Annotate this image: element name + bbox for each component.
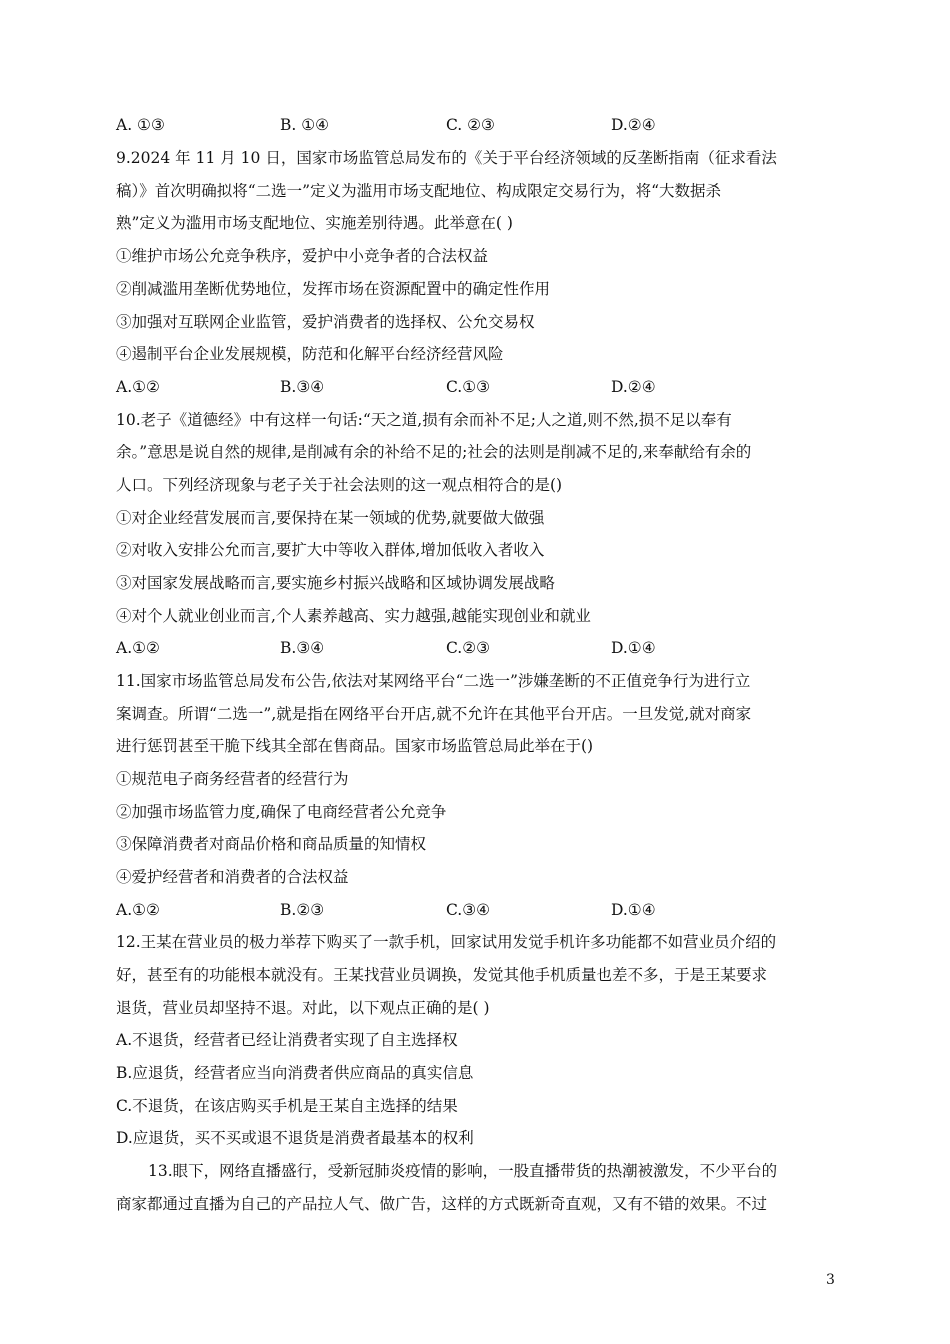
q9-option-a: A.①② [116,378,160,396]
q8-option-b: B. ①④ [280,116,330,134]
page-number: 3 [826,1272,835,1288]
q13-stem-line: 13.眼下，网络直播盛行，受新冠肺炎疫情的影响，一股直播带货的热潮被激发，不少平台的 [148,1162,778,1180]
q10-item: ①对企业经营发展而言,要保持在某一领域的优势,就要做大做强 [116,509,545,527]
q10-stem-line: 10.老子《道德经》中有这样一句话:“天之道,损有余而补不足;人之道,则不然,损不足以奉有 [116,411,732,429]
q11-stem-line: 案调查。所谓“二选一”,就是指在网络平台开店,就不允许在其他平台开店。一旦发觉,就对商家 [116,705,752,723]
q12-choice-c: C.不退货，在该店购买手机是王某自主选择的结果 [116,1097,458,1115]
q9-item: ②削减滥用垄断优势地位，发挥市场在资源配置中的确定性作用 [116,280,551,298]
q11-option-a: A.①② [116,901,160,919]
q8-options [116,114,836,136]
q9-option-b: B.③④ [280,378,325,396]
q11-item: ④爱护经营者和消费者的合法权益 [116,868,349,886]
q10-option-b: B.③④ [280,639,325,657]
q11-item: ②加强市场监管力度,确保了电商经营者公允竞争 [116,803,447,821]
q10-item: ②对收入安排公允而言,要扩大中等收入群体,增加低收入者收入 [116,541,545,559]
q11-stem-line: 进行惩罚甚至干脆下线其全部在售商品。国家市场监管总局此举在于() [116,737,594,755]
q9-stem-line: 熟”定义为滥用市场支配地位、实施差别待遇。此举意在( ) [116,214,513,232]
q12-stem-line: 退货，营业员却坚持不退。对此，以下观点正确的是( ) [116,999,490,1017]
q11-item: ③保障消费者对商品价格和商品质量的知情权 [116,835,427,853]
q9-item: ①维护市场公允竞争秩序，爱护中小竞争者的合法权益 [116,247,489,265]
q12-stem-line: 好，甚至有的功能根本就没有。王某找营业员调换，发觉其他手机质量也差不多，于是王某要求 [116,966,768,984]
q9-item: ④遏制平台企业发展规模，防范和化解平台经济经营风险 [116,345,504,363]
q13-stem-line: 商家都通过直播为自己的产品拉人气、做广告，这样的方式既新奇直观，又有不错的效果。不过 [116,1195,768,1213]
q9-option-c: C.①③ [446,378,491,396]
q9-stem-line: 9.2024 年 11 月 10 日，国家市场监管总局发布的《关于平台经济领域的反垄断指南（征求看法 [116,149,777,167]
q10-item: ④对个人就业创业而言,个人素养越高、实力越强,越能实现创业和就业 [116,607,591,625]
q10-stem-line: 人口。下列经济现象与老子关于社会法则的这一观点相符合的是() [116,476,563,494]
q11-option-d: D.①④ [611,901,656,919]
q10-options [116,637,836,659]
q11-option-b: B.②③ [280,901,325,919]
q10-stem-line: 余。”意思是说自然的规律,是削减有余的补给不足的;社会的法则是削减不足的,来奉献给有余的 [116,443,752,461]
q11-options [116,899,836,921]
q8-option-c: C. ②③ [446,116,495,134]
q9-item: ③加强对互联网企业监管，爱护消费者的选择权、公允交易权 [116,313,535,331]
q12-choice-a: A.不退货，经营者已经让消费者实现了自主选择权 [116,1031,458,1049]
q8-option-a: A. ①③ [116,116,165,134]
q9-options [116,376,836,398]
q12-choice-b: B.应退货，经营者应当向消费者供应商品的真实信息 [116,1064,474,1082]
q9-stem-line: 稿）》首次明确拟将“二选一”定义为滥用市场支配地位、构成限定交易行为，将“大数据杀 [116,182,722,200]
q8-option-d: D.②④ [611,116,656,134]
q10-option-c: C.②③ [446,639,491,657]
q10-option-a: A.①② [116,639,160,657]
q9-option-d: D.②④ [611,378,656,396]
q11-stem-line: 11.国家市场监管总局发布公告,依法对某网络平台“二选一”涉嫌垄断的不正值竞争行为进行立 [116,672,751,690]
q10-option-d: D.①④ [611,639,656,657]
q11-item: ①规范电子商务经营者的经营行为 [116,770,349,788]
q12-choice-d: D.应退货，买不买或退不退货是消费者最基本的权利 [116,1129,474,1147]
q11-option-c: C.③④ [446,901,491,919]
q12-stem-line: 12.王某在营业员的极力举荐下购买了一款手机，回家试用发觉手机许多功能都不如营业员介绍的 [116,933,777,951]
q10-item: ③对国家发展战略而言,要实施乡村振兴战略和区域协调发展战略 [116,574,555,592]
